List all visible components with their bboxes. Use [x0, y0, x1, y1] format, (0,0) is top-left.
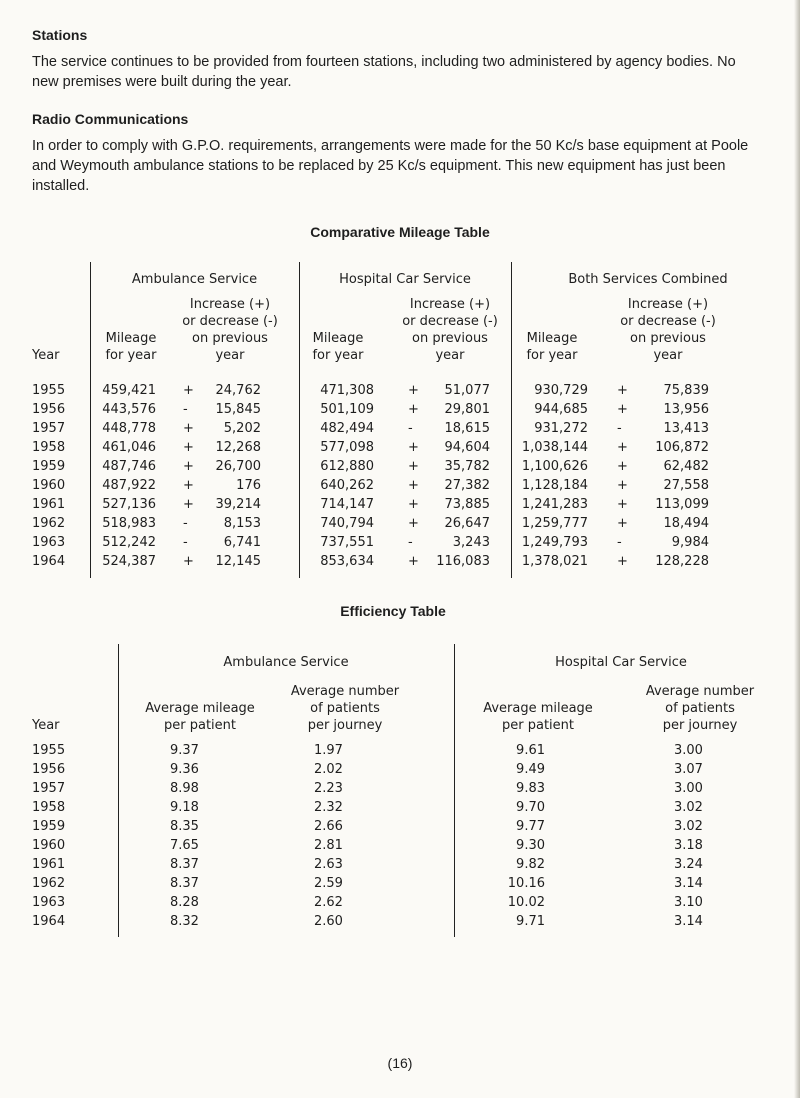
header-line: or decrease (-): [620, 314, 716, 329]
group-ambulance-service: Ambulance Service: [131, 272, 258, 287]
mileage-cell-combined-sign: +: [617, 478, 628, 493]
efficiency-table-title: Efficiency Table: [340, 603, 446, 619]
efficiency-cell-year: 1955: [32, 743, 66, 758]
mileage-cell-combined-mileage: 1,100,626: [521, 459, 588, 474]
efficiency-cell-ambulance-avg-patients: 2.59: [314, 876, 343, 891]
mileage-cell-ambulance-change: 6,741: [223, 535, 261, 550]
mileage-cell-year: 1960: [32, 478, 66, 493]
efficiency-cell-hospital-avg-mileage: 9.49: [516, 762, 545, 777]
mileage-cell-ambulance-mileage: 459,421: [102, 383, 156, 398]
mileage-cell-combined-mileage: 1,241,283: [521, 497, 588, 512]
efficiency-cell-hospital-avg-patients: 3.00: [674, 743, 703, 758]
efficiency-cell-hospital-avg-patients: 3.00: [674, 781, 703, 796]
mileage-cell-ambulance-sign: +: [183, 440, 194, 455]
mileage-cell-hospital-sign: -: [408, 421, 413, 436]
mileage-cell-hospital-sign: +: [408, 459, 419, 474]
efficiency-cell-year: 1956: [32, 762, 66, 777]
mileage-cell-ambulance-mileage: 527,136: [102, 497, 156, 512]
efficiency-cell-year: 1960: [32, 838, 66, 853]
mileage-table-title: Comparative Mileage Table: [310, 224, 490, 240]
col-avg-patients-header: [620, 683, 780, 734]
mileage-cell-hospital-change: 18,615: [444, 421, 490, 436]
efficiency-cell-ambulance-avg-patients: 2.81: [314, 838, 343, 853]
efficiency-cell-ambulance-avg-patients: 2.02: [314, 762, 343, 777]
mileage-cell-hospital-mileage: 737,551: [320, 535, 374, 550]
efficiency-cell-hospital-avg-mileage: 9.30: [516, 838, 545, 853]
header-line: or decrease (-): [402, 314, 498, 329]
efficiency-cell-hospital-avg-patients: 3.24: [674, 857, 703, 872]
mileage-cell-hospital-change: 35,782: [444, 459, 490, 474]
mileage-cell-combined-change: 27,558: [663, 478, 709, 493]
mileage-cell-hospital-mileage: 577,098: [320, 440, 374, 455]
header-line: Average number: [290, 684, 400, 699]
mileage-cell-hospital-sign: +: [408, 440, 419, 455]
mileage-cell-combined-sign: +: [617, 516, 628, 531]
mileage-cell-ambulance-sign: +: [183, 478, 194, 493]
mileage-cell-hospital-change: 94,604: [444, 440, 490, 455]
efficiency-cell-hospital-avg-mileage: 9.82: [516, 857, 545, 872]
efficiency-cell-hospital-avg-patients: 3.02: [674, 819, 703, 834]
mileage-cell-hospital-sign: +: [408, 497, 419, 512]
mileage-cell-combined-sign: -: [617, 421, 622, 436]
header-line: or decrease (-): [182, 314, 278, 329]
mileage-cell-combined-mileage: 1,378,021: [521, 554, 588, 569]
efficiency-cell-hospital-avg-patients: 3.07: [674, 762, 703, 777]
mileage-cell-ambulance-change: 24,762: [215, 383, 261, 398]
header-line: of patients: [310, 701, 380, 716]
col-avg-mileage-header: [468, 700, 608, 734]
mileage-cell-hospital-change: 26,647: [444, 516, 490, 531]
mileage-cell-hospital-sign: +: [408, 402, 419, 417]
col-avg-mileage-header: [130, 700, 270, 734]
efficiency-cell-hospital-avg-patients: 3.18: [674, 838, 703, 853]
col-year-header: Year: [32, 348, 60, 363]
radio-heading: Radio Communications: [32, 111, 189, 127]
mileage-cell-hospital-sign: +: [408, 554, 419, 569]
group-both-services: Both Services Combined: [568, 272, 728, 287]
efficiency-cell-ambulance-avg-patients: 2.32: [314, 800, 343, 815]
mileage-cell-combined-mileage: 944,685: [534, 402, 588, 417]
efficiency-cell-ambulance-avg-patients: 2.23: [314, 781, 343, 796]
header-line: per patient: [164, 718, 236, 733]
efficiency-cell-year: 1961: [32, 857, 66, 872]
efficiency-cell-ambulance-avg-mileage: 9.36: [170, 762, 199, 777]
header-line: Increase (+): [627, 297, 709, 312]
mileage-cell-ambulance-change: 39,214: [215, 497, 261, 512]
mileage-cell-combined-mileage: 930,729: [534, 383, 588, 398]
efficiency-cell-hospital-avg-patients: 3.02: [674, 800, 703, 815]
efficiency-cell-hospital-avg-mileage: 9.61: [516, 743, 545, 758]
group-ambulance-service: Ambulance Service: [223, 655, 349, 670]
efficiency-cell-hospital-avg-patients: 3.14: [674, 914, 703, 929]
efficiency-cell-ambulance-avg-patients: 2.60: [314, 914, 343, 929]
efficiency-cell-hospital-avg-mileage: 9.70: [516, 800, 545, 815]
mileage-cell-combined-change: 106,872: [655, 440, 709, 455]
mileage-cell-ambulance-mileage: 524,387: [102, 554, 156, 569]
table-rule: [454, 644, 455, 937]
page-number: (16): [387, 1055, 413, 1071]
mileage-cell-hospital-sign: +: [408, 516, 419, 531]
col-avg-patients-header: [270, 683, 420, 734]
mileage-cell-ambulance-sign: +: [183, 497, 194, 512]
mileage-cell-year: 1958: [32, 440, 66, 455]
mileage-cell-combined-change: 18,494: [663, 516, 709, 531]
header-line: for year: [105, 348, 157, 363]
mileage-cell-hospital-mileage: 501,109: [320, 402, 374, 417]
mileage-cell-year: 1961: [32, 497, 66, 512]
mileage-cell-hospital-mileage: 640,262: [320, 478, 374, 493]
efficiency-cell-ambulance-avg-patients: 1.97: [314, 743, 343, 758]
mileage-cell-year: 1955: [32, 383, 66, 398]
mileage-cell-ambulance-sign: -: [183, 516, 188, 531]
efficiency-cell-year: 1959: [32, 819, 66, 834]
header-line: per patient: [502, 718, 574, 733]
mileage-cell-hospital-mileage: 612,880: [320, 459, 374, 474]
mileage-cell-year: 1962: [32, 516, 66, 531]
mileage-cell-ambulance-sign: -: [183, 402, 188, 417]
mileage-cell-ambulance-change: 26,700: [215, 459, 261, 474]
efficiency-cell-hospital-avg-mileage: 10.16: [507, 876, 545, 891]
mileage-cell-ambulance-sign: +: [183, 554, 194, 569]
efficiency-cell-hospital-avg-mileage: 9.71: [516, 914, 545, 929]
mileage-cell-ambulance-sign: +: [183, 459, 194, 474]
header-line: for year: [312, 348, 364, 363]
mileage-cell-combined-change: 13,413: [663, 421, 709, 436]
mileage-cell-combined-sign: +: [617, 459, 628, 474]
efficiency-cell-ambulance-avg-mileage: 8.37: [170, 876, 199, 891]
header-line: Increase (+): [189, 297, 271, 312]
mileage-cell-ambulance-mileage: 487,746: [102, 459, 156, 474]
efficiency-cell-hospital-avg-mileage: 9.83: [516, 781, 545, 796]
efficiency-cell-year: 1962: [32, 876, 66, 891]
mileage-cell-ambulance-mileage: 443,576: [102, 402, 156, 417]
col-year-header: Year: [32, 718, 60, 733]
header-line: year: [215, 348, 245, 363]
mileage-cell-hospital-sign: -: [408, 535, 413, 550]
efficiency-cell-ambulance-avg-patients: 2.66: [314, 819, 343, 834]
mileage-cell-hospital-sign: +: [408, 478, 419, 493]
mileage-cell-combined-sign: +: [617, 440, 628, 455]
mileage-cell-hospital-change: 27,382: [444, 478, 490, 493]
efficiency-cell-hospital-avg-mileage: 10.02: [507, 895, 545, 910]
mileage-cell-hospital-change: 29,801: [444, 402, 490, 417]
mileage-cell-combined-sign: +: [617, 497, 628, 512]
mileage-cell-ambulance-change: 12,268: [215, 440, 261, 455]
header-line: Average mileage: [145, 701, 255, 716]
mileage-cell-ambulance-sign: +: [183, 421, 194, 436]
mileage-cell-ambulance-change: 176: [236, 478, 261, 493]
header-line: year: [435, 348, 465, 363]
mileage-cell-combined-change: 128,228: [655, 554, 709, 569]
efficiency-cell-year: 1957: [32, 781, 66, 796]
mileage-cell-year: 1959: [32, 459, 66, 474]
mileage-cell-year: 1963: [32, 535, 66, 550]
mileage-cell-hospital-mileage: 714,147: [320, 497, 374, 512]
efficiency-cell-ambulance-avg-mileage: 8.32: [170, 914, 199, 929]
header-line: on previous: [412, 331, 488, 346]
radio-paragraph: In order to comply with G.P.O. requirements, arrangements were made for the 50 Kc/s base equipment at Poole and Weymouth ambulance stations to be replaced by 25 Kc/s equipment. This new equipment has just been installed.: [32, 138, 749, 194]
header-line: for year: [526, 348, 578, 363]
efficiency-cell-ambulance-avg-patients: 2.62: [314, 895, 343, 910]
mileage-cell-combined-mileage: 1,128,184: [521, 478, 588, 493]
header-line: per journey: [307, 718, 383, 733]
mileage-cell-combined-mileage: 1,038,144: [521, 440, 588, 455]
efficiency-cell-ambulance-avg-mileage: 8.37: [170, 857, 199, 872]
mileage-cell-year: 1964: [32, 554, 66, 569]
mileage-cell-combined-mileage: 931,272: [534, 421, 588, 436]
mileage-cell-combined-sign: -: [617, 535, 622, 550]
header-line: Average number: [645, 684, 755, 699]
mileage-cell-hospital-change: 51,077: [444, 383, 490, 398]
mileage-cell-ambulance-change: 5,202: [223, 421, 261, 436]
mileage-cell-hospital-mileage: 853,634: [320, 554, 374, 569]
mileage-cell-year: 1957: [32, 421, 66, 436]
mileage-cell-combined-mileage: 1,259,777: [521, 516, 588, 531]
mileage-cell-hospital-change: 116,083: [436, 554, 490, 569]
mileage-cell-combined-change: 62,482: [663, 459, 709, 474]
efficiency-cell-ambulance-avg-mileage: 7.65: [170, 838, 199, 853]
header-line: of patients: [665, 701, 735, 716]
efficiency-cell-year: 1963: [32, 895, 66, 910]
mileage-cell-hospital-mileage: 482,494: [320, 421, 374, 436]
stations-heading: Stations: [32, 27, 88, 43]
group-hospital-car-service: Hospital Car Service: [339, 272, 471, 287]
efficiency-cell-year: 1958: [32, 800, 66, 815]
header-line: year: [653, 348, 683, 363]
mileage-cell-ambulance-change: 8,153: [223, 516, 261, 531]
header-line: Average mileage: [483, 701, 593, 716]
group-hospital-car-service: Hospital Car Service: [555, 655, 687, 670]
efficiency-cell-ambulance-avg-mileage: 9.37: [170, 743, 199, 758]
mileage-cell-ambulance-change: 15,845: [215, 402, 261, 417]
header-line: on previous: [192, 331, 268, 346]
mileage-cell-ambulance-sign: -: [183, 535, 188, 550]
header-line: Mileage: [312, 331, 364, 346]
mileage-cell-combined-change: 13,956: [663, 402, 709, 417]
header-line: per journey: [662, 718, 738, 733]
header-line: Increase (+): [409, 297, 491, 312]
mileage-cell-ambulance-mileage: 512,242: [102, 535, 156, 550]
efficiency-cell-ambulance-avg-mileage: 9.18: [170, 800, 199, 815]
mileage-cell-ambulance-change: 12,145: [215, 554, 261, 569]
mileage-cell-combined-change: 75,839: [663, 383, 709, 398]
mileage-cell-combined-sign: +: [617, 383, 628, 398]
mileage-cell-hospital-mileage: 740,794: [320, 516, 374, 531]
mileage-cell-combined-mileage: 1,249,793: [521, 535, 588, 550]
efficiency-cell-year: 1964: [32, 914, 66, 929]
mileage-cell-ambulance-mileage: 448,778: [102, 421, 156, 436]
efficiency-cell-ambulance-avg-patients: 2.63: [314, 857, 343, 872]
header-line: Mileage: [105, 331, 157, 346]
mileage-cell-year: 1956: [32, 402, 66, 417]
mileage-cell-combined-sign: +: [617, 402, 628, 417]
efficiency-cell-hospital-avg-patients: 3.14: [674, 876, 703, 891]
stations-paragraph: The service continues to be provided from fourteen stations, including two administered by agency bodies. No new premises were built during the year.: [32, 54, 736, 90]
table-rule: [118, 644, 119, 937]
header-line: Mileage: [526, 331, 578, 346]
mileage-cell-combined-sign: +: [617, 554, 628, 569]
mileage-cell-combined-change: 113,099: [655, 497, 709, 512]
efficiency-cell-ambulance-avg-mileage: 8.98: [170, 781, 199, 796]
mileage-cell-ambulance-mileage: 461,046: [102, 440, 156, 455]
mileage-cell-hospital-change: 73,885: [444, 497, 490, 512]
efficiency-cell-ambulance-avg-mileage: 8.28: [170, 895, 199, 910]
header-line: on previous: [630, 331, 706, 346]
mileage-cell-ambulance-sign: +: [183, 383, 194, 398]
mileage-cell-hospital-change: 3,243: [452, 535, 490, 550]
mileage-cell-combined-change: 9,984: [671, 535, 709, 550]
mileage-cell-ambulance-mileage: 487,922: [102, 478, 156, 493]
efficiency-cell-hospital-avg-patients: 3.10: [674, 895, 703, 910]
mileage-cell-ambulance-mileage: 518,983: [102, 516, 156, 531]
efficiency-cell-hospital-avg-mileage: 9.77: [516, 819, 545, 834]
mileage-cell-hospital-mileage: 471,308: [320, 383, 374, 398]
efficiency-cell-ambulance-avg-mileage: 8.35: [170, 819, 199, 834]
mileage-cell-hospital-sign: +: [408, 383, 419, 398]
